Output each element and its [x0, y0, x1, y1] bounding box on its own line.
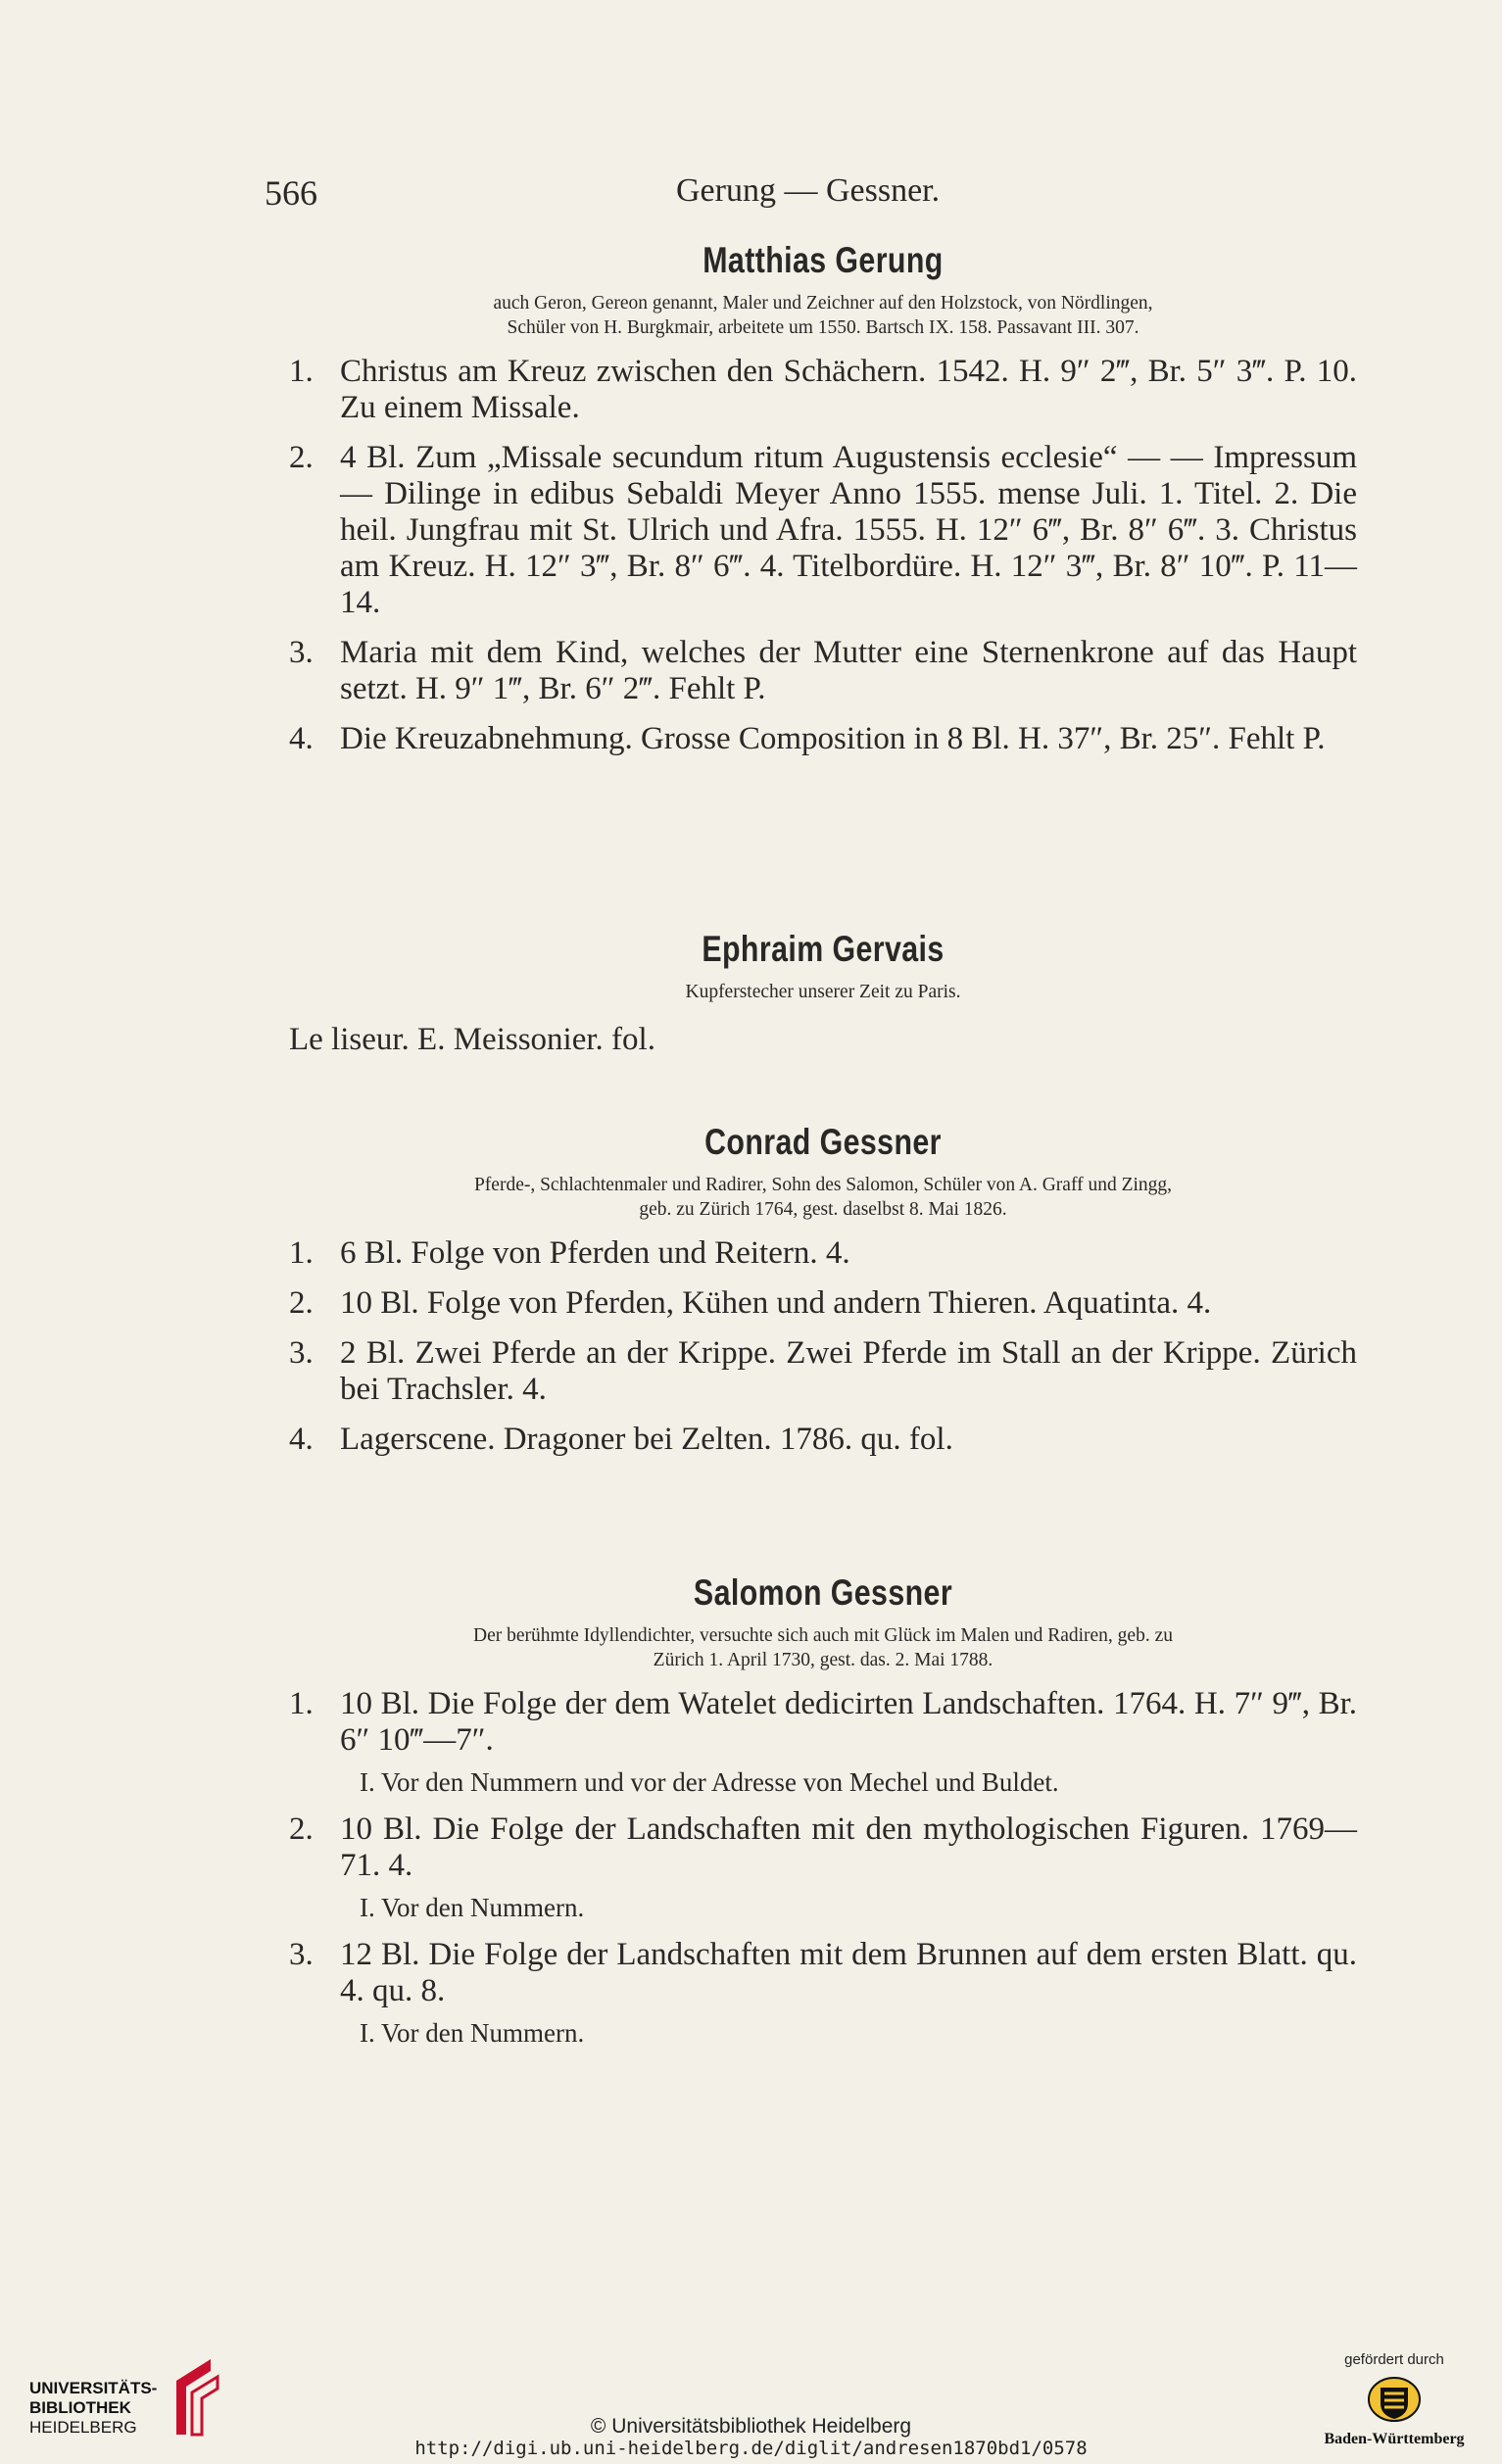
entry-number: 3.: [289, 1335, 314, 1371]
catalog-entry: [289, 1686, 1357, 1759]
section-conrad-gessner: [289, 1122, 1357, 1458]
entry-number: 3.: [289, 1937, 314, 1972]
section-bio: [289, 980, 1357, 1004]
catalog-entry: [289, 1285, 1357, 1322]
entry-text: 12 Bl. Die Folge der Landschaften mit dem Brunnen auf dem ersten Blatt. qu. 4. qu. 8.: [340, 1937, 1357, 2008]
section-matthias-gerung: [289, 240, 1357, 757]
sponsor-name: Baden-Württemberg: [1324, 2431, 1465, 2447]
section-bio: [289, 1623, 1357, 1672]
bio-line: Der berühmte Idyllendichter, versuchte sich auch mit Glück im Malen und Radiren, geb. zu: [473, 1625, 1173, 1646]
section-bio: [289, 291, 1357, 340]
entry-number: 1.: [289, 1235, 314, 1271]
digitization-footer: [0, 2312, 1502, 2464]
sponsor-block: [1316, 2351, 1473, 2459]
bio-line: Pferde-, Schlachtenmaler und Radirer, Sohn des Salomon, Schüler von A. Graff und Zingg,: [473, 1175, 1173, 1195]
library-name-line: UNIVERSITÄTS-: [29, 2379, 158, 2397]
running-title: Gerung — Gessner.: [676, 172, 941, 209]
running-header: [265, 172, 1355, 221]
catalog-entry: [289, 635, 1357, 707]
catalog-entry: [289, 1235, 1357, 1272]
section-heading: Salomon Gessner: [693, 1572, 953, 1613]
entry-note: I. Vor den Nummern.: [360, 2018, 585, 2048]
bio-line: geb. zu Zürich 1764, gest. daselbst 8. Mai 1826.: [639, 1199, 1007, 1220]
entry-text: 2 Bl. Zwei Pferde an der Krippe. Zwei Pferde im Stall an der Krippe. Zürich bei Trachsler. 4.: [340, 1335, 1357, 1407]
section-salomon-gessner: [289, 1572, 1357, 2049]
entry-text: Christus am Kreuz zwischen den Schächern. 1542. H. 9″ 2‴, Br. 5″ 3‴. P. 10. Zu einem Missale.: [340, 354, 1357, 425]
entry-number: 2.: [289, 440, 314, 475]
bio-line: Schüler von H. Burgkmair, arbeitete um 1550. Bartsch IX. 158. Passavant III. 307.: [507, 317, 1139, 338]
section-ephraim-gervais: [289, 929, 1357, 1058]
section-heading: Conrad Gessner: [704, 1122, 942, 1162]
entry-note: I. Vor den Nummern und vor der Adresse von Mechel und Buldet.: [360, 1767, 1059, 1797]
bio-line: auch Geron, Gereon genannt, Maler und Zeichner auf den Holzstock, von Nördlingen,: [493, 293, 1153, 314]
catalog-entry: [289, 1937, 1357, 2009]
section-bio: [289, 1173, 1357, 1222]
catalog-entry: [289, 1812, 1357, 1884]
library-name-line: HEIDELBERG: [29, 2418, 137, 2437]
sponsor-label: gefördert durch: [1344, 2351, 1444, 2368]
entry-text: 4 Bl. Zum „Missale secundum ritum Augustensis ecclesie“ — — Impressum — Dilinge in edibus Sebaldi Meyer Anno 1555. mense Juli. 1. Titel. 2. Die heil. Jungfrau mit St. Ulrich und Afra. 1555. H. 12″ 6‴, Br. 8″ 6‴. 3. Christus am Kreuz. H. 12″ 3‴, Br. 8″ 6‴. 4. Titelbordüre. H. 12″ 3‴, Br. 8″ 10‴. P. 11—14.: [340, 440, 1357, 620]
section-heading: Matthias Gerung: [703, 240, 944, 280]
entry-text: Maria mit dem Kind, welches der Mutter eine Sternenkrone auf das Haupt setzt. H. 9″ 1‴, Br. 6″ 2‴. Fehlt P.: [340, 635, 1357, 706]
catalog-entry: [289, 721, 1357, 757]
entry-number: 3.: [289, 635, 314, 670]
entry-note: I. Vor den Nummern.: [360, 1893, 585, 1922]
catalog-entry: [289, 1422, 1357, 1458]
entry-number: 2.: [289, 1285, 314, 1321]
catalog-entry: [289, 1335, 1357, 1408]
section-heading: Ephraim Gervais: [702, 929, 945, 969]
bio-line: Zürich 1. April 1730, gest. das. 2. Mai 1788.: [653, 1650, 993, 1670]
catalog-entry: Le liseur. E. Meissonier. fol.: [289, 1022, 655, 1057]
source-link[interactable]: http://digi.ub.uni-heidelberg.de/diglit/andresen1870bd1/0578: [414, 2438, 1088, 2459]
entry-number: 1.: [289, 354, 314, 389]
catalog-entry: [289, 354, 1357, 426]
library-name-line: BIBLIOTHEK: [29, 2398, 131, 2417]
entry-text: Die Kreuzabnehmung. Grosse Composition in 8 Bl. H. 37″, Br. 25″. Fehlt P.: [340, 721, 1326, 756]
entry-text: Lagerscene. Dragoner bei Zelten. 1786. qu. fol.: [340, 1422, 953, 1457]
state-crest-icon: [1365, 2374, 1424, 2425]
entry-text: 6 Bl. Folge von Pferden und Reitern. 4.: [340, 1235, 850, 1271]
bio-line: Kupferstecher unserer Zeit zu Paris.: [685, 982, 961, 1002]
entry-text: 10 Bl. Die Folge der Landschaften mit den mythologischen Figuren. 1769—71. 4.: [340, 1812, 1357, 1883]
page-number: 566: [265, 173, 317, 213]
entry-number: 4.: [289, 1422, 314, 1457]
entry-text: 10 Bl. Folge von Pferden, Kühen und andern Thieren. Aquatinta. 4.: [340, 1285, 1212, 1321]
entry-number: 1.: [289, 1686, 314, 1721]
entry-text: 10 Bl. Die Folge der dem Watelet dedicirten Landschaften. 1764. H. 7″ 9‴, Br. 6″ 10‴—7″.: [340, 1686, 1357, 1758]
entry-number: 4.: [289, 721, 314, 756]
entry-number: 2.: [289, 1812, 314, 1847]
catalog-entry: [289, 440, 1357, 621]
copyright-notice: © Universitätsbibliothek Heidelberg: [590, 2415, 912, 2438]
